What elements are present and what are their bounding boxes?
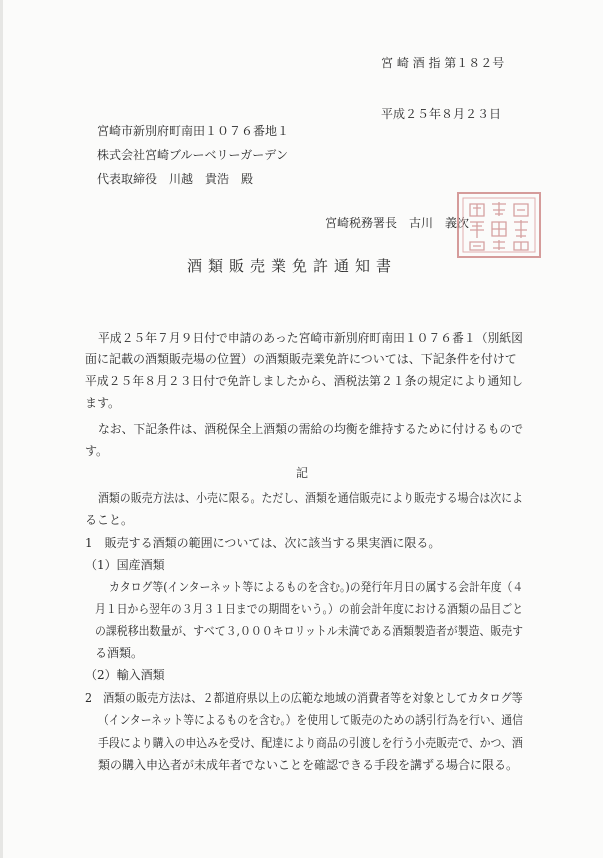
document-title: 酒類販売業免許通知書 [187,257,398,275]
condition-line: （インターネット等によるものを含む。）を使用して販売のための誘引行為を行い、通信 [98,713,523,727]
official-seal-stamp [455,190,543,260]
condition-item-2: 2 酒類の販売方法は、２都道府県以上の広範な地域の消費者等を対象としてカタログ等 [85,691,523,705]
ki-heading: 記 [296,466,309,480]
recipient-address: 宮崎市新別府町南田１０７６番地１ [97,124,290,138]
condition-subitem-label: （1）国産酒類 [85,558,165,572]
sender-name: 宮崎税務署長 古川 義次 [325,216,470,230]
document-date: 平成２５年８月２３日 [381,107,502,121]
condition-line: 手段により購入の申込みを受け、配達により商品の引渡しを行う小売販売で、かつ、酒 [98,736,523,750]
body-line: 平成２５年８月２３日付で免許しましたから、酒税法第２１条の規定により通知し [85,374,524,388]
condition-line: 類の購入申込者が未成年者でないことを確認できる手段を講ずる場合に限る。 [98,758,519,772]
condition-line: ること。 [85,513,134,527]
body-line: 面に記載の酒類販売場の位置）の酒類販売業免許については、下記条件を付けて [85,352,517,366]
body-line: なお、下記条件は、酒税保全上酒類の需給の均衡を維持するために付けるもので [98,422,524,436]
condition-line: 月１日から翌年の３月３１日までの期間をいう。）の前会計年度における酒類の品目ごと [95,602,524,616]
condition-line: 酒類の販売方法は、小売に限る。ただし、酒類を通信販売により販売する場合は次によ [98,491,524,505]
recipient-representative: 代表取締役 川越 貴浩 殿 [97,172,254,186]
condition-line: の課税移出数量が、すべて３,０００キロリットル未満である酒類製造者が製造、販売す [95,624,524,638]
condition-subitem-label: （2）輸入酒類 [85,668,165,682]
body-line: ます。 [85,396,121,410]
document-number: 宮 崎 酒 指 第１８２号 [381,56,505,70]
recipient-company: 株式会社宮崎ブルーベリーガーデン [97,148,289,162]
condition-line: る酒類。 [95,646,144,660]
condition-item-1: 1 販売する酒類の範囲については、次に該当する果実酒に限る。 [85,536,441,550]
body-line: す。 [85,444,109,458]
page-edge-shadow [0,0,3,858]
condition-line: カタログ等(インターネット等によるものを含む。)の発行年月日の属する会計年度（４ [109,580,524,594]
body-line: 平成２５年７月９日付で申請のあった宮崎市新別府町南田１０７６番１（別紙図 [98,331,523,345]
